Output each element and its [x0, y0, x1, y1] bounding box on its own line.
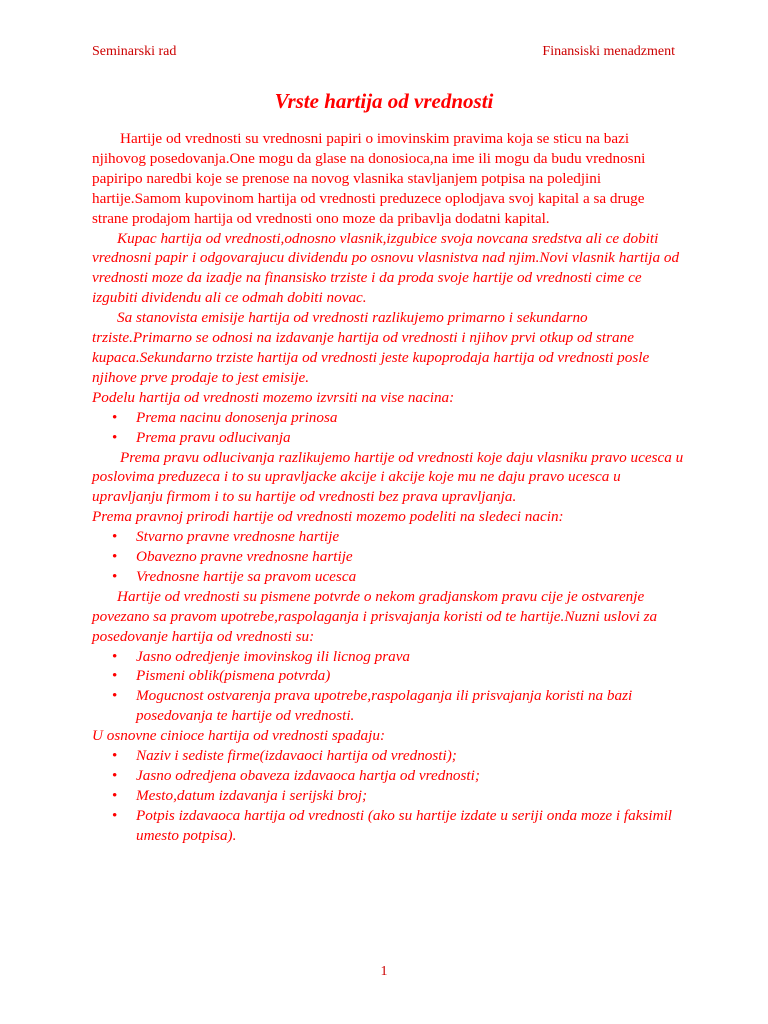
- list-item: • Prema nacinu donosenja prinosa: [136, 408, 684, 428]
- list-division: [92, 408, 684, 448]
- list-item: • Jasno odredjena obaveza izdavaoca hartja od vrednosti;: [136, 766, 684, 786]
- list-item: • Mogucnost ostvarenja prava upotrebe,raspolaganja ili prisvajanja koristi na bazi posedovanja te hartije od vrednosti.: [136, 686, 684, 726]
- list-item: • Stvarno pravne vrednosne hartije: [136, 527, 684, 547]
- page-title: Vrste hartija od vrednosti: [274, 89, 494, 113]
- list-item: • Naziv i sediste firme(izdavaoci hartija od vrednosti);: [136, 746, 684, 766]
- paragraph-intro: Hartije od vrednosti su vrednosni papiri o imovinskim pravima koja se sticu na bazi njihovog posedovanja.One mogu da glase na donosioca,na ime ili mogu da budu vrednosni papiripo naredbi koje se prenose na novog vlasnika stavljanjem potpisa na poledjini hartije.Samom kupovinom hartija od vrednosti preduzece oplodjava svoj kapital a sa druge strane prodajom hartija od vrednosti ono moze da pribavlja dodatni kapital.: [92, 130, 646, 227]
- list-item: • Potpis izdavaoca hartija od vrednosti (ako su hartije izdate u seriji onda moze i faksimil umesto potpisa).: [136, 806, 684, 846]
- list-legal-nature: [92, 527, 684, 587]
- list-item: • Obavezno pravne vrednosne hartije: [136, 547, 684, 567]
- paragraph-definition: Hartije od vrednosti su pismene potvrde o nekom gradjanskom pravu cije je ostvarenje povezano sa pravom upotrebe,raspolaganja i prisvajanja koristi od te hartije.Nuzni uslovi za posedovanje hartija od vrednosti su:: [92, 587, 658, 645]
- list-item: • Mesto,datum izdavanja i serijski broj;: [136, 786, 684, 806]
- header-right: Finansiski menadzment: [542, 44, 675, 59]
- list-item: • Jasno odredjenje imovinskog ili licnog prava: [136, 647, 684, 667]
- paragraph-market: Sa stanovista emisije hartija od vrednosti razlikujemo primarno i sekundarno trziste.Primarno se odnosi na izdavanje hartija od vrednosti i njihov prvi otkup od strane kupaca.Sekundarno trziste hartija od vrednosti jeste kupoprodaja hartija od vrednosti posle njihove prve prodaje to jest emisije.: [92, 309, 650, 386]
- paragraph-legal-nature: Prema pravnoj prirodi hartije od vrednosti mozemo podeliti na sledeci nacin:: [92, 508, 564, 526]
- paragraph-decision-right: Prema pravu odlucivanja razlikujemo hartije od vrednosti koje daju vlasniku pravo ucesca u poslovima preduzeca i to su upravljacke akcije i akcije koje mu ne daju pravo ucesca u upravljanju firmom i to su hartije od vrednosti bez prava upravljanja.: [92, 448, 684, 506]
- list-item: • Prema pravu odlucivanja: [136, 428, 684, 448]
- list-basic-factors: [92, 746, 684, 846]
- paragraph-buyer: Kupac hartija od vrednosti,odnosno vlasnik,izgubice svoja novcana sredstva ali ce dobiti vrednosni papir i odgovarajucu dividendu po osnovu vlasnistva nad njim.Novi vlasnik hartija od vrednosti moze da izadje na finansisko trziste i da proda svoje hartije od vrednosti cime ce izgubiti dividendu ali ce odmah dobiti novac.: [92, 229, 680, 307]
- document-body: [92, 129, 684, 846]
- header-left: Seminarski rad: [92, 44, 177, 59]
- page-number: 1: [380, 964, 388, 979]
- paragraph-basic-factors: U osnovne cinioce hartija od vrednosti spadaju:: [92, 727, 386, 745]
- paragraph-division: Podelu hartija od vrednosti mozemo izvrsiti na vise nacina:: [92, 388, 455, 406]
- list-item: • Vrednosne hartije sa pravom ucesca: [136, 567, 684, 587]
- list-conditions: [92, 647, 684, 727]
- list-item: • Pismeni oblik(pismena potvrda): [136, 666, 684, 686]
